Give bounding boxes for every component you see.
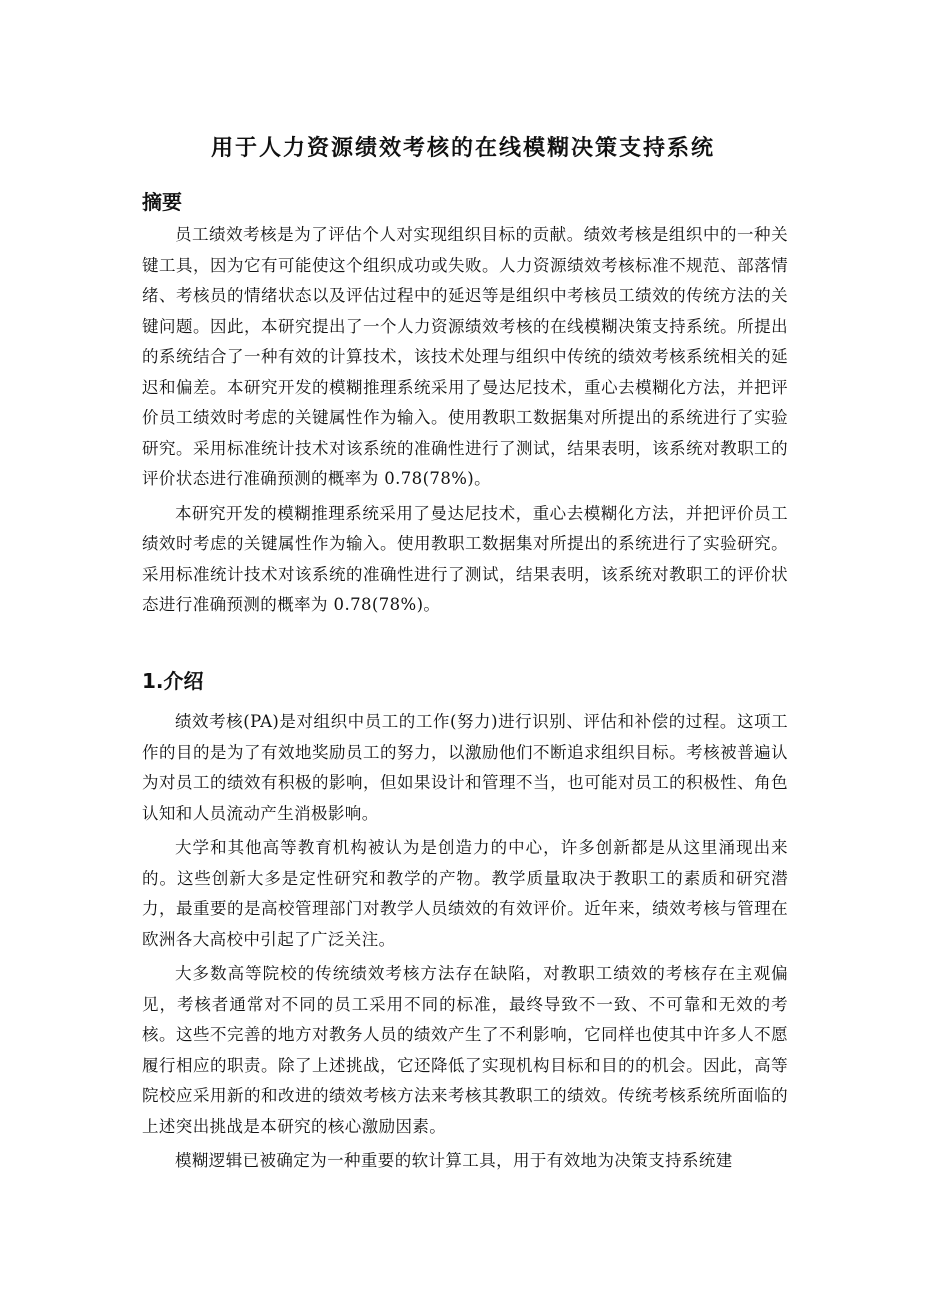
page-title: 用于人力资源绩效考核的在线模糊决策支持系统: [210, 136, 715, 161]
abstract-paragraph: 本研究开发的模糊推理系统采用了曼达尼技术，重心去模糊化方法，并把评价员工绩效时考虑的关键属性作为输入。使用教职工数据集对所提出的系统进行了实验研究。采用标准统计技术对该系统的准确性进行了测试，结果表明，该系统对教职工的评价状态进行准确预测的概率为 0.78(78%)。: [142, 503, 788, 614]
abstract-body: [142, 220, 788, 625]
intro-paragraph: 绩效考核(PA)是对组织中员工的工作(努力)进行识别、评估和补偿的过程。这项工作的目的是为了有效地奖励员工的努力，以激励他们不断追求组织目标。考核被普遍认为对员工的绩效有积极的影响，但如果设计和管理不当，也可能对员工的积极性、角色认知和人员流动产生消极影响。: [142, 712, 788, 823]
intro-paragraph: 大学和其他高等教育机构被认为是创造力的中心，许多创新都是从这里涌现出来的。这些创新大多是定性研究和教学的产物。教学质量取决于教职工的素质和研究潜力，最重要的是高校管理部门对教学人员绩效的有效评价。近年来，绩效考核与管理在欧洲各大高校中引起了广泛关注。: [142, 838, 788, 949]
intro-heading: 1.介绍: [142, 669, 204, 693]
abstract-heading: 摘要: [142, 190, 182, 214]
intro-body: [142, 707, 788, 1181]
intro-paragraph: 模糊逻辑已被确定为一种重要的软计算工具，用于有效地为决策支持系统建: [175, 1151, 733, 1170]
intro-paragraph: 大多数高等院校的传统绩效考核方法存在缺陷，对教职工绩效的考核存在主观偏见，考核者通常对不同的员工采用不同的标准，最终导致不一致、不可靠和无效的考核。这些不完善的地方对教务人员的绩效产生了不利影响，它同样也使其中许多人不愿履行相应的职责。除了上述挑战，它还降低了实现机构目标和目的的机会。因此，高等院校应采用新的和改进的绩效考核方法来考核其教职工的绩效。传统考核系统所面临的上述突出挑战是本研究的核心激励因素。: [142, 964, 788, 1136]
abstract-paragraph: 员工绩效考核是为了评估个人对实现组织目标的贡献。绩效考核是组织中的一种关键工具，因为它有可能使这个组织成功或失败。人力资源绩效考核标准不规范、部落情绪、考核员的情绪状态以及评估过程中的延迟等是组织中考核员工绩效的传统方法的关键问题。因此，本研究提出了一个人力资源绩效考核的在线模糊决策支持系统。所提出的系统结合了一种有效的计算技术，该技术处理与组织中传统的绩效考核系统相关的延迟和偏差。本研究开发的模糊推理系统采用了曼达尼技术，重心去模糊化方法，并把评价员工绩效时考虑的关键属性作为输入。使用教职工数据集对所提出的系统进行了实验研究。采用标准统计技术对该系统的准确性进行了测试，结果表明，该系统对教职工的评价状态进行准确预测的概率为 0.78(78%)。: [142, 225, 788, 488]
